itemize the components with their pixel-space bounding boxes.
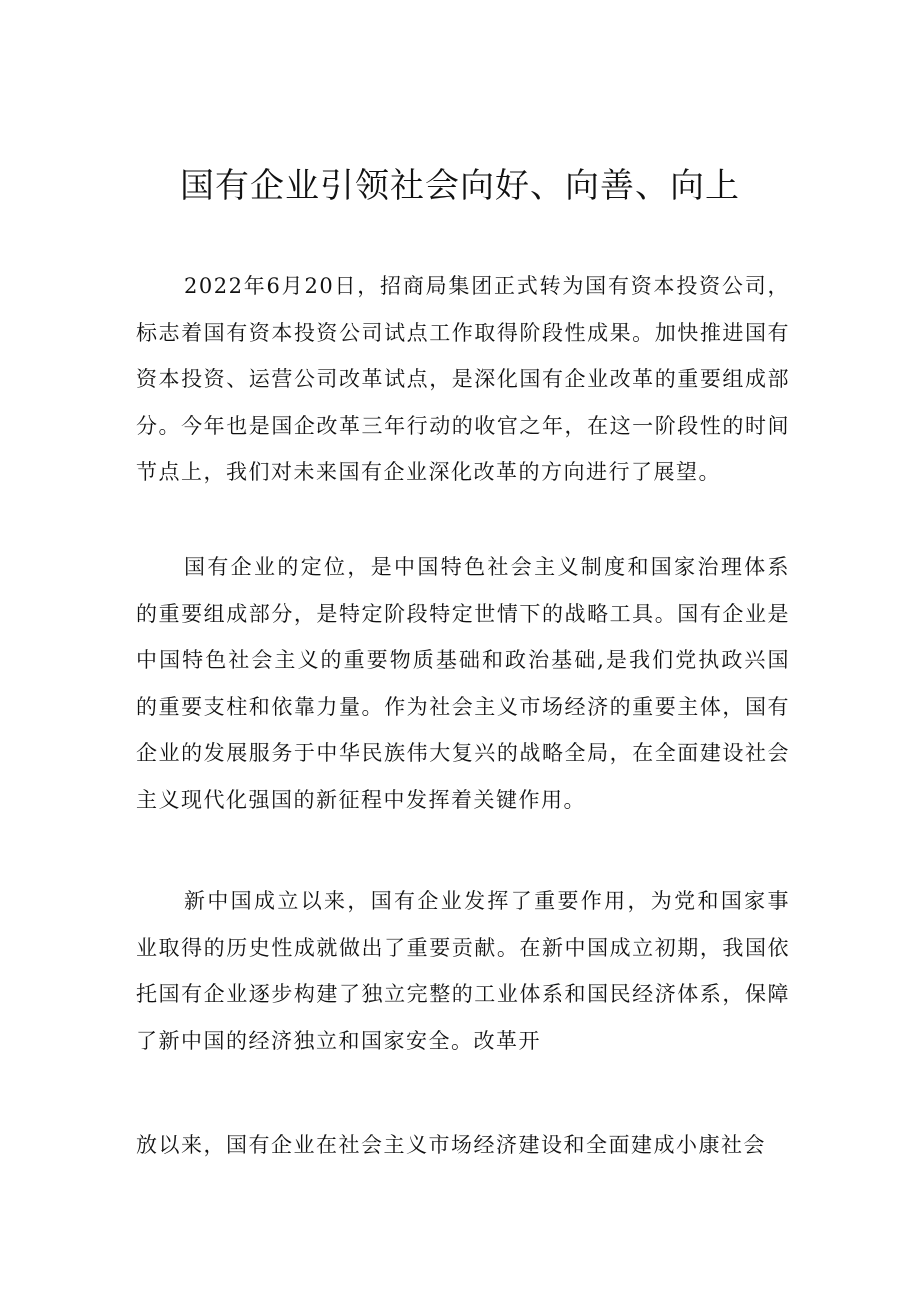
document-title: 国有企业引领社会向好、向善、向上	[180, 166, 740, 206]
paragraph-2: 国有企业的定位，是中国特色社会主义制度和国家治理体系的重要组成部分，是特定阶段特定世情下的战略工具。国有企业是中国特色社会主义的重要物质基础和政治基础,是我们党执政兴国的重要支柱和依靠力量。作为社会主义市场经济的重要主体，国有企业的发展服务于中华民族伟大复兴的战略全局，在全面建设社会主义现代化强国的新征程中发挥着关键作用。	[136, 555, 790, 812]
paragraph-3: 新中国成立以来，国有企业发挥了重要作用，为党和国家事业取得的历史性成就做出了重要贡献。在新中国成立初期，我国依托国有企业逐步构建了独立完整的工业体系和国民经济体系，保障了新中国的经济独立和国家安全。改革开	[136, 889, 790, 1053]
paragraph-1: 2022年6月20日，招商局集团正式转为国有资本投资公司，标志着国有资本投资公司试点工作取得阶段性成果。加快推进国有资本投资、运营公司改革试点，是深化国有企业改革的重要组成部分。今年也是国企改革三年行动的收官之年，在这一阶段性的时间节点上，我们对未来国有企业深化改革的方向进行了展望。	[136, 274, 790, 484]
paragraph-4: 放以来，国有企业在社会主义市场经济建设和全面建成小康社会	[136, 1133, 766, 1157]
